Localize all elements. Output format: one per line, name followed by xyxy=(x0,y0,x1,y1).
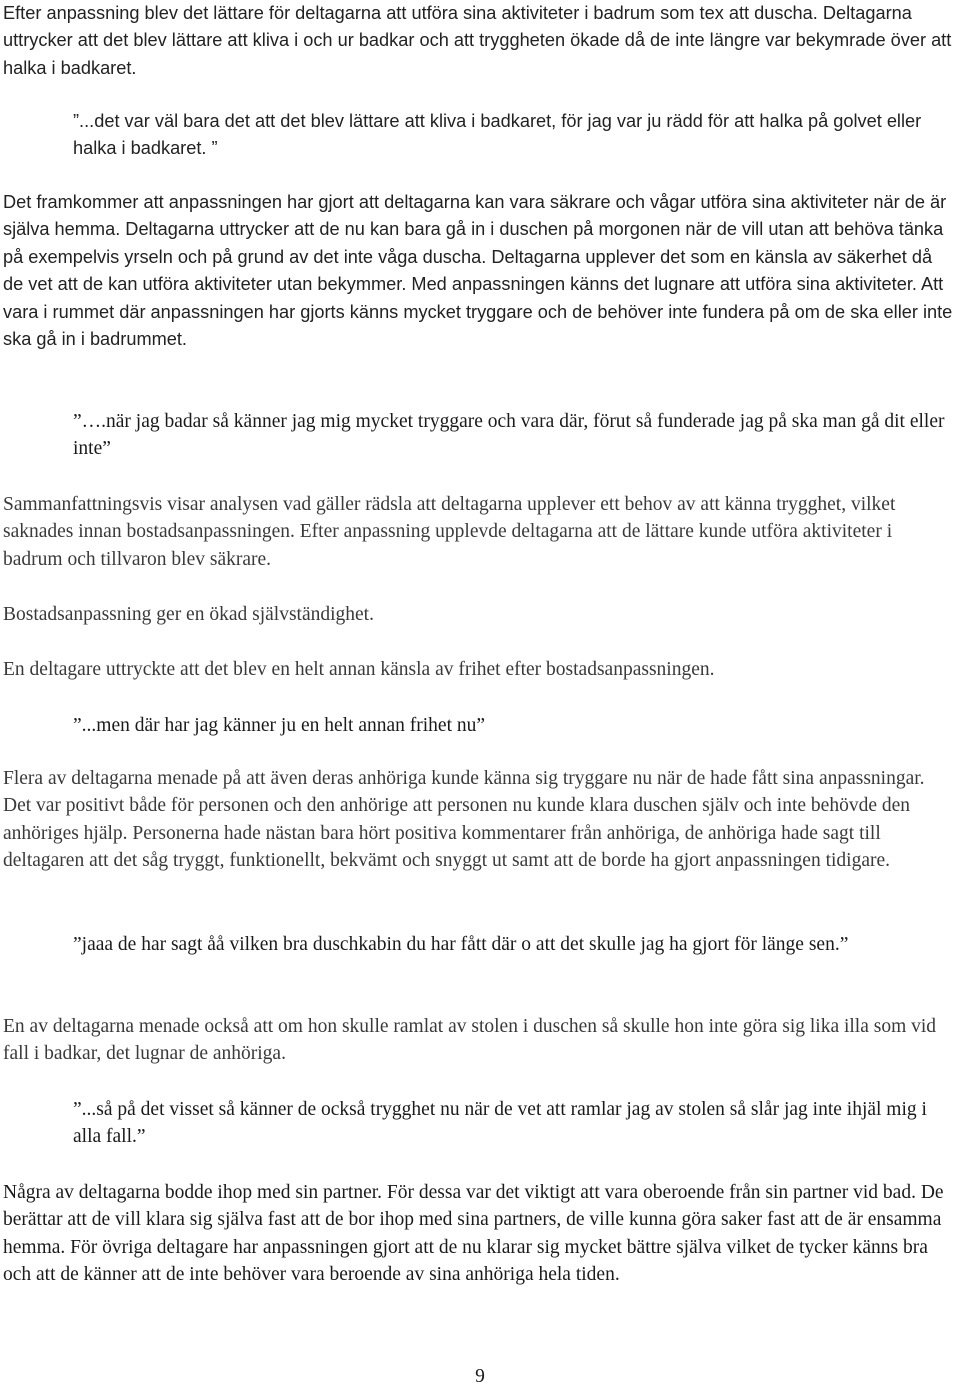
paragraph-bath-activities: Efter anpassning blev det lättare för deltagarna att utföra sina aktiviteter i badrum som tex att duscha. Deltagarna uttrycker att det blev lättare att kliva i och ur badkar och att tryggheten ökade då de inte längre var bekymrade över att halka i badkaret. xyxy=(3,3,952,78)
paragraph-partner-independence: Några av deltagarna bodde ihop med sin partner. För dessa var det viktigt att vara oberoende från sin partner vid bad. De berättar att de vill klara sig själva fast att de bor ihop med sina partners, de ville kunna göra saker fast att de är ensamma hemma. För övriga deltagare har anpassningen gjort att de nu klarar sig mycket bättre själva vilket de tycker känns bra och att de känner att de inte behöver vara beroende av sina anhöriga hela tiden. xyxy=(3,1182,944,1286)
quote-feel-safer: ”….när jag badar så känner jag mig mycket tryggare och vara där, förut så funderade jag på ska man gå dit eller inte” xyxy=(73,411,945,460)
paragraph-relatives: Flera av deltagarna menade på att även deras anhöriga kunde känna sig tryggare nu när de hade fått sina anpassningar. Det var positivt både för personen och den anhörige att personen nu kunde klara duschen själv och inte behövde den anhöriges hjälp. Personerna hade nästan bara hört positiva kommentarer från anhöriga, de anhöriga hade sagt till deltagaren att det såg tryggt, funktionellt, bekvämt och snyggt ut samt att de borde ha gjort anpassningen tidigare. xyxy=(3,768,925,872)
section-heading-independence: Bostadsanpassning ger en ökad självständighet. xyxy=(3,604,374,625)
paragraph-summary-fear: Sammanfattningsvis visar analysen vad gäller rädsla att deltagarna upplever ett behov av att känna trygghet, vilket saknades innan bostadsanpassningen. Efter anpassning upplevde deltagarna att de lättare kunde utföra aktiviteter i badrum och tillvaron blev säkrare. xyxy=(3,494,896,570)
paragraph-freedom: En deltagare uttryckte att det blev en helt annan känsla av frihet efter bostadsanpassningen. xyxy=(3,659,715,680)
paragraph-falling-chair: En av deltagarna menade också att om hon skulle ramlat av stolen i duschen så skulle hon inte göra sig lika illa som vid fall i badkar, det lugnar de anhöriga. xyxy=(3,1016,937,1065)
quote-bathtub-fear: ”...det var väl bara det att det blev lättare att kliva i badkaret, för jag var ju rädd för att halka på golvet eller halka i badkaret. ” xyxy=(73,111,922,159)
quote-shower-cabin: ”jaaa de har sagt åå vilken bra duschkabin du har fått där o att det skulle jag ha gjort för länge sen.” xyxy=(73,934,849,955)
quote-freedom: ”...men där har jag känner ju en helt annan frihet nu” xyxy=(73,715,486,736)
paragraph-safety-at-home: Det framkommer att anpassningen har gjort att deltagarna kan vara säkrare och vågar utföra sina aktiviteter när de är själva hemma. Deltagarna uttrycker att de nu kan bara gå in i duschen på morgonen när de vill utan att behöva tänka på exempelvis yrseln och på grund av det inte våga duscha. Deltagarna upplever det som en känsla av säkerhet då de vet att de kan utföra aktiviteter utan bekymmer. Med anpassningen känns det lugnare att utföra sina aktiviteter. Att vara i rummet där anpassningen har gjorts känns mycket tryggare och de behöver inte fundera på om de ska eller inte ska gå in i badrummet. xyxy=(3,192,953,350)
page-number: 9 xyxy=(475,1366,485,1387)
quote-falling-chair: ”...så på det visset så känner de också trygghet nu när de vet att ramlar jag av stolen så slår jag inte ihjäl mig i alla fall.” xyxy=(73,1099,927,1148)
document-page xyxy=(3,0,955,1388)
